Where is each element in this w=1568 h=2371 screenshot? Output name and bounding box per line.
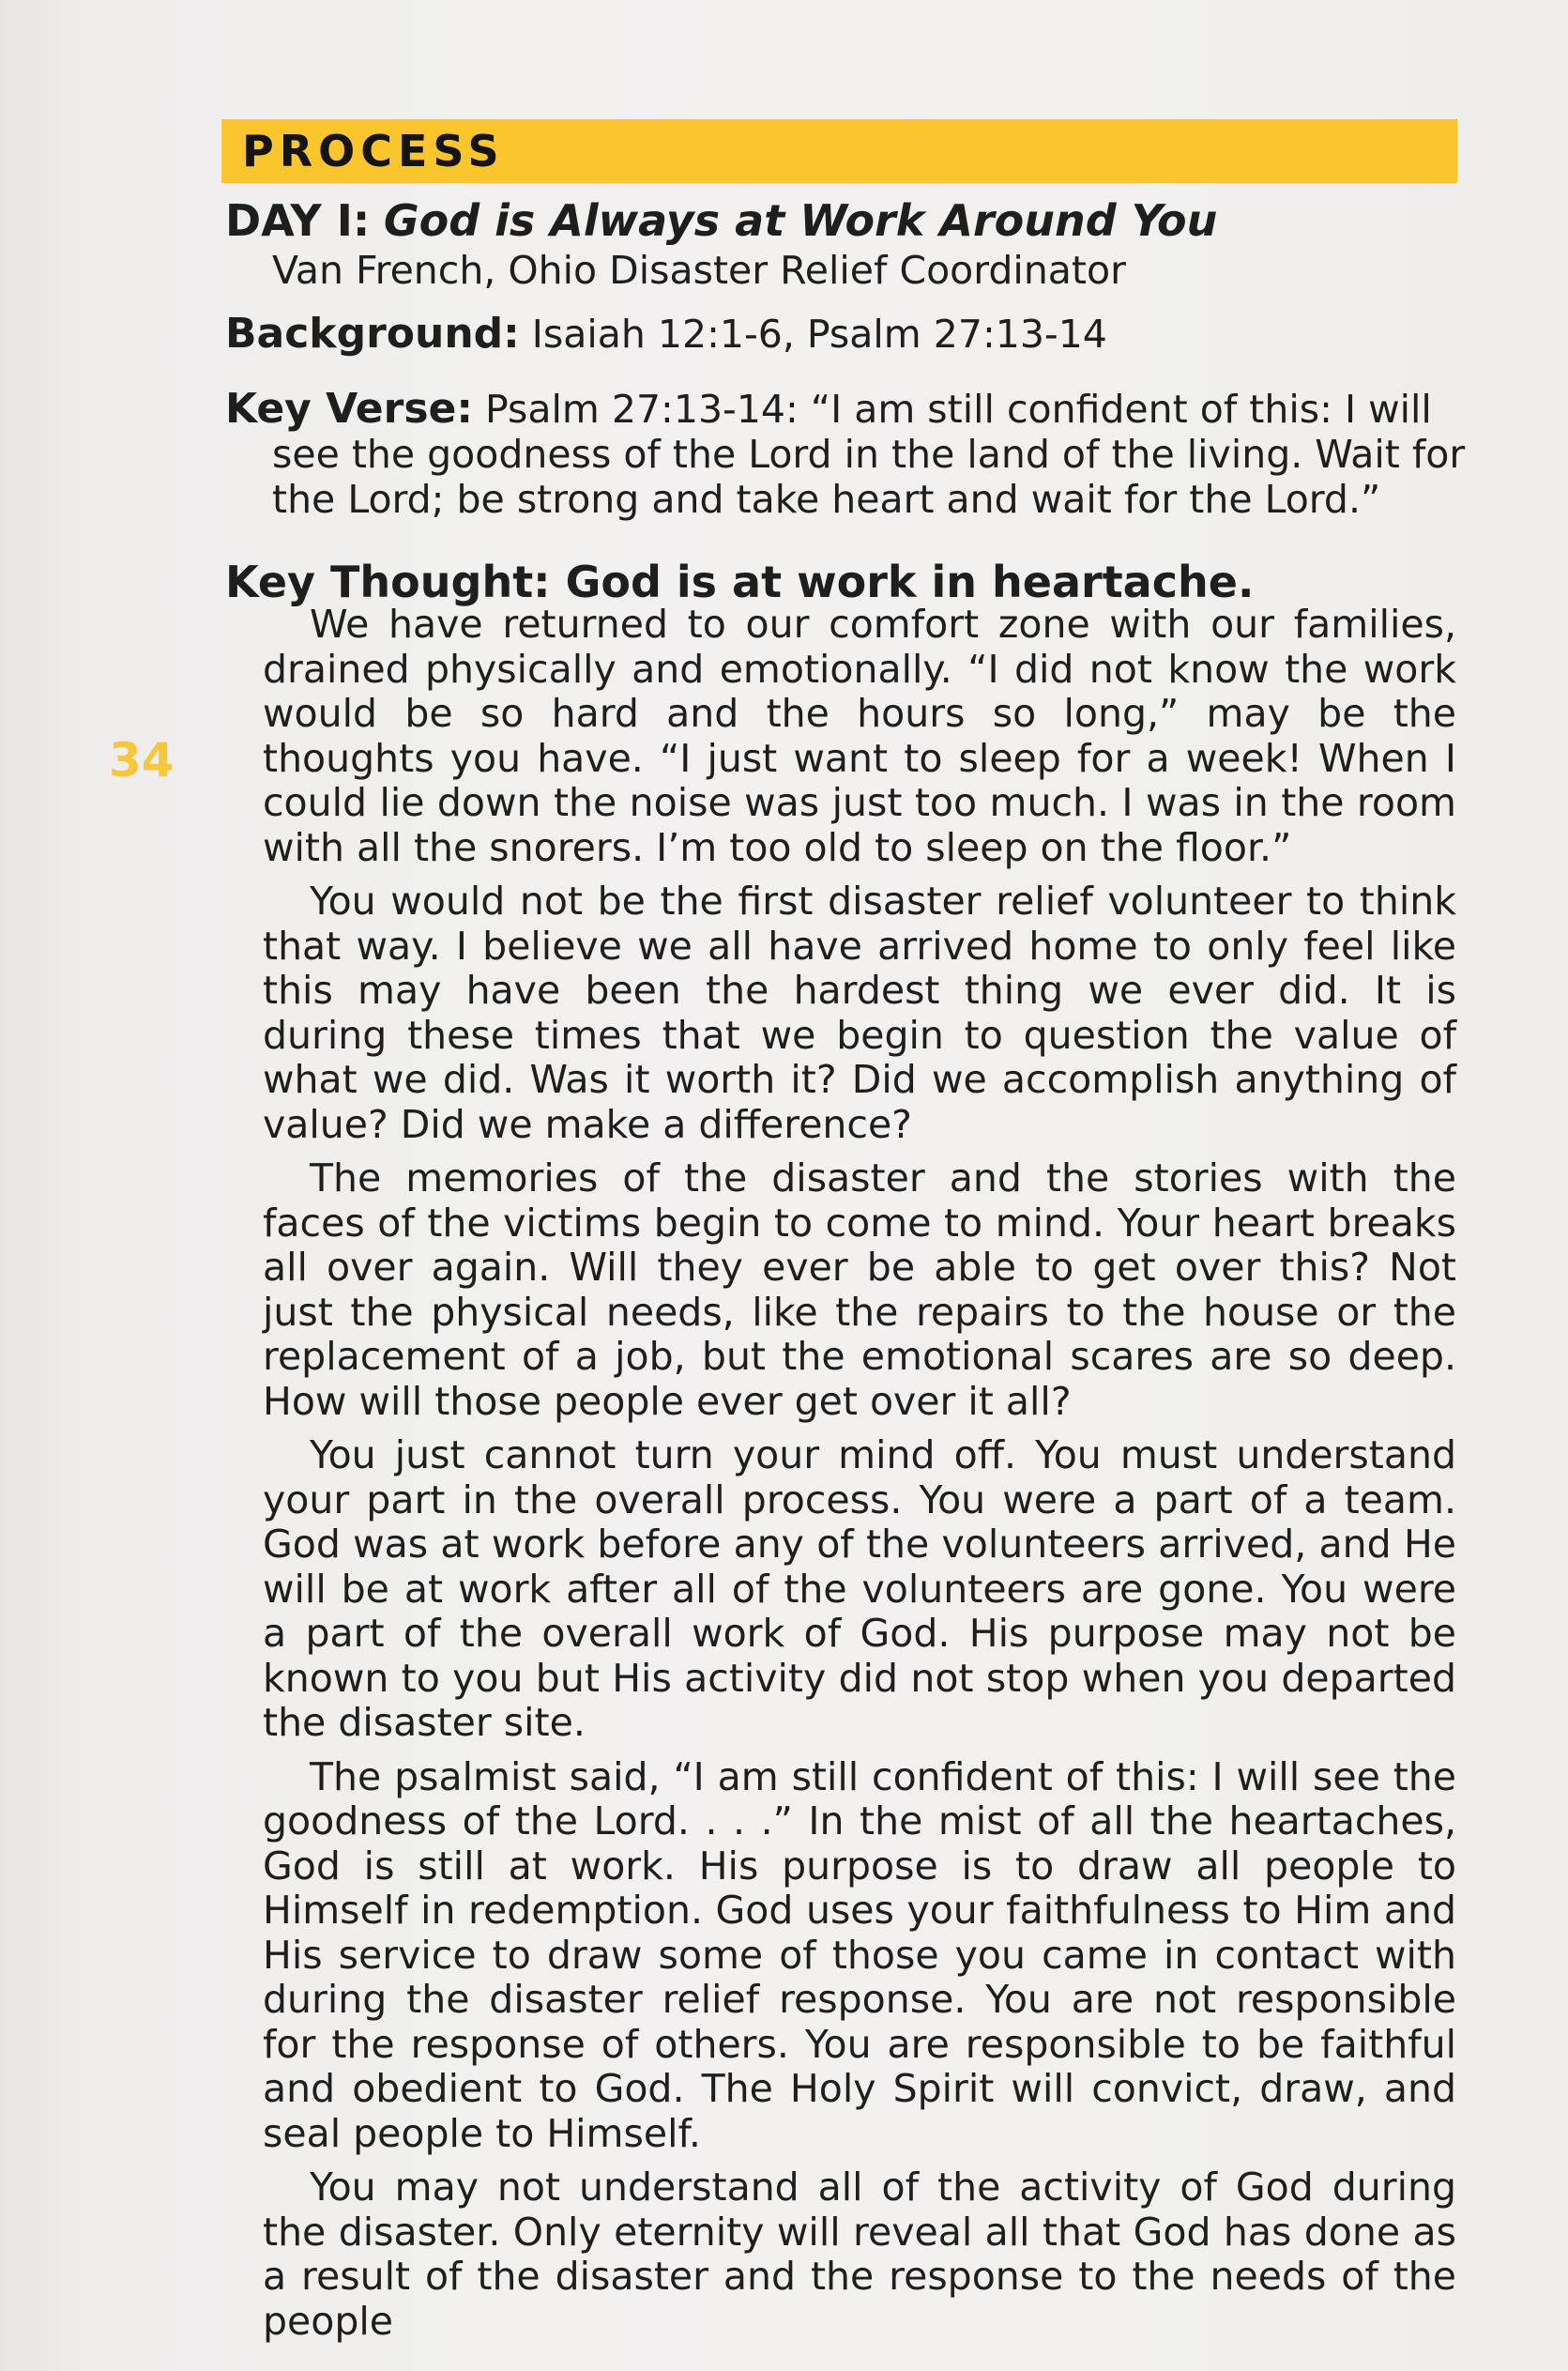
paragraph: The psalmist said, “I am still confident of this: I will see the goodness of the Lord. . . .” In the mist of all the heartaches, God is still at work. His purpose is to draw all people to Himself in redemption. God uses your faithfulness to Him and His service to draw some of those you came in contact with during the disaster relief response. You are not responsible for the response of others. You are responsible to be faithful and obedient to God. The Holy Spirit will convict, draw, and seal people to Himself. (263, 1753, 1456, 2156)
banner-title: PROCESS (242, 126, 505, 176)
key-thought-text: God is at work in heartache. (565, 557, 1255, 607)
paragraph: We have returned to our comfort zone with our families, drained physically and emotionally. “I did not know the work would be so hard and the hours so long,” may be the thoughts you have. “I just want to sleep for a week! When I could lie down the noise was just too much. I was in the room with all the snorers. I’m too old to sleep on the floor.” (263, 602, 1456, 870)
background-text: Isaiah 12:1-6, Psalm 27:13-14 (531, 312, 1107, 357)
background-line (225, 312, 1456, 357)
paragraph: The memories of the disaster and the stories with the faces of the victims begin to come to mind. Your heart breaks all over again. Will they ever be able to get over this? Not just the physical needs, like the repairs to the house or the replacement of a job, but the emotional scares are so deep. How will those people ever get over it all? (263, 1155, 1456, 1424)
page-number: 34 (109, 733, 175, 788)
author-line: Van French, Ohio Disaster Relief Coordinator (272, 248, 1126, 293)
day-title: God is Always at Work Around You (383, 195, 1218, 246)
key-thought-label: Key Thought: (225, 557, 551, 607)
paragraph: You just cannot turn your mind off. You must understand your part in the overall process. You were a part of a team. God was at work before any of the volunteers arrived, and He will be at work after all of the volunteers are gone. You were a part of the overall work of God. His purpose may not be known to you but His activity did not stop when you departed the disaster site. (263, 1432, 1456, 1745)
paragraph: You would not be the first disaster relief volunteer to think that way. I believe we all have arrived home to only feel like this may have been the hardest thing we ever did. It is during these times that we begin to question the value of what we did. Was it worth it? Did we accomplish anything of value? Did we make a difference? (263, 879, 1456, 1147)
day-heading (225, 192, 1217, 249)
paragraph: You may not understand all of the activity of God during the disaster. Only eternity will reveal all that God has done as a result of the disaster and the response to the needs of the people (263, 2164, 1456, 2344)
key-verse-label: Key Verse: (225, 385, 473, 433)
key-verse-block (225, 387, 1503, 522)
key-thought-line (225, 556, 1456, 608)
background-label: Background: (225, 310, 520, 358)
body-text (263, 603, 1456, 2353)
section-banner (221, 119, 1457, 183)
day-label: DAY I: (225, 195, 371, 246)
key-verse-text: Psalm 27:13-14: “I am still confident of this: I will see the goodness of the Lord in the land of the living. Wait for the Lord; be strong and take heart and wait for the Lord.” (272, 387, 1466, 522)
